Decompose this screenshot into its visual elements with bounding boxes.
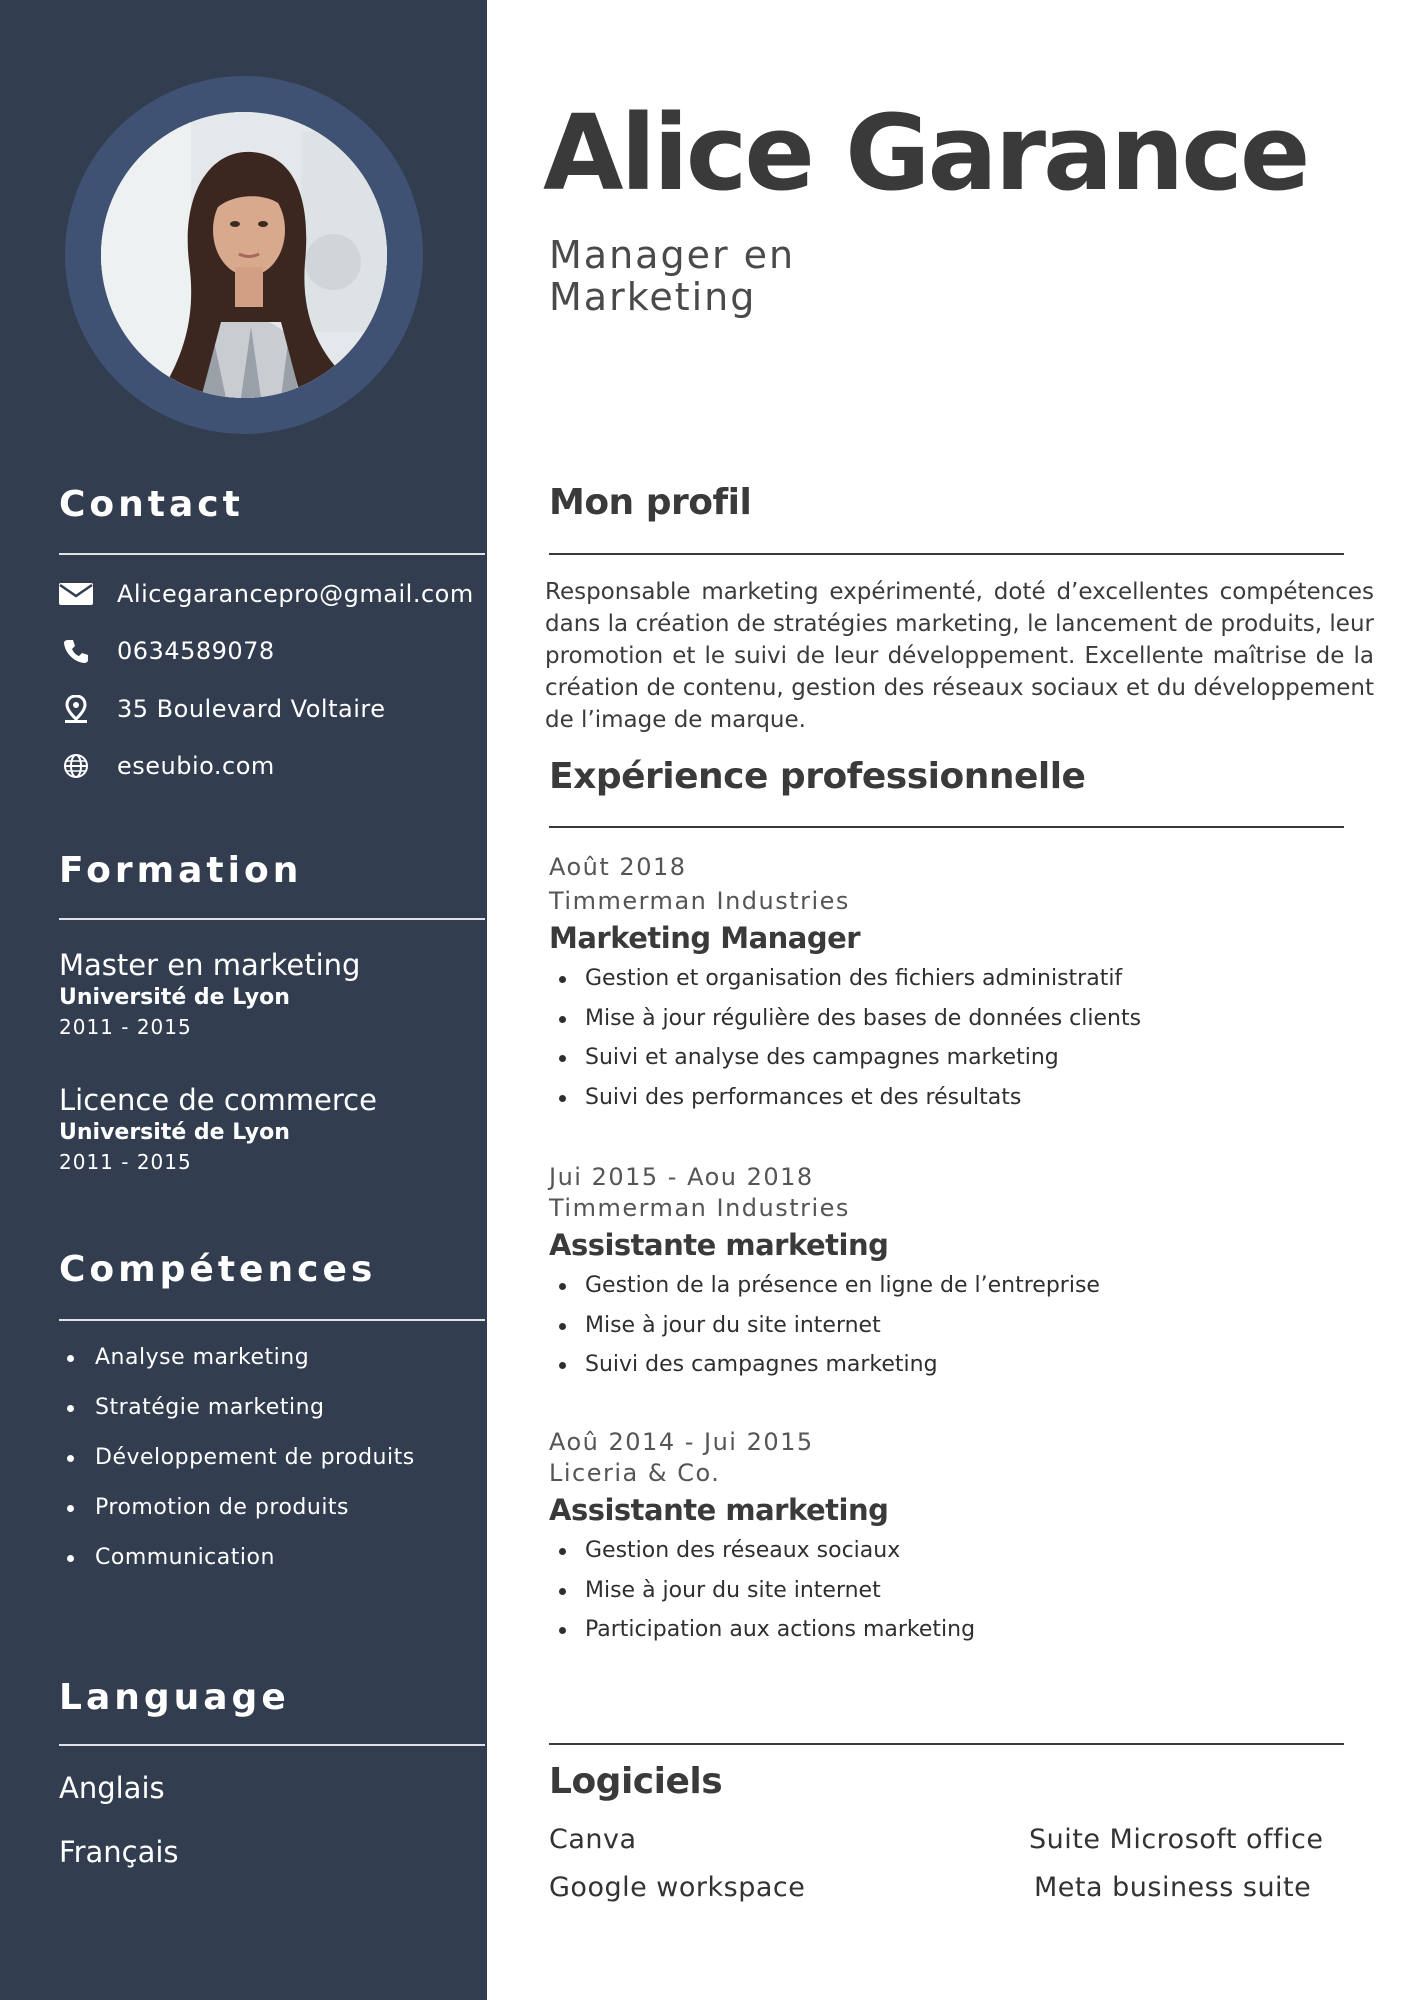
experience-task: Mise à jour régulière des bases de données clients xyxy=(549,1000,1349,1040)
skill-item: Communication xyxy=(59,1538,415,1588)
software-heading: Logiciels xyxy=(549,1761,723,1802)
contact-website-text: eseubio.com xyxy=(117,752,275,780)
experience-item xyxy=(549,1160,1349,1386)
education-heading: Formation xyxy=(59,850,303,891)
contact-heading: Contact xyxy=(59,484,244,525)
experience-task: Gestion et organisation des fichiers administratif xyxy=(549,960,1349,1000)
education-years: 2011 - 2015 xyxy=(59,1150,192,1174)
experience-company: Liceria & Co. xyxy=(549,1459,721,1487)
candidate-name: Alice Garance xyxy=(543,92,1308,214)
experience-task: Suivi et analyse des campagnes marketing xyxy=(549,1039,1349,1079)
education-school: Université de Lyon xyxy=(59,1120,290,1145)
education-school: Université de Lyon xyxy=(59,985,290,1010)
sidebar xyxy=(0,0,487,2000)
skills-divider xyxy=(59,1319,485,1321)
envelope-icon xyxy=(59,579,93,609)
contact-address[interactable] xyxy=(59,692,385,726)
experience-heading: Expérience professionnelle xyxy=(549,756,1086,797)
contact-email[interactable] xyxy=(59,577,474,611)
contact-email-text: Alicegarancepro@gmail.com xyxy=(117,580,474,608)
education-item xyxy=(59,1082,479,1176)
contact-address-text: 35 Boulevard Voltaire xyxy=(117,695,386,723)
contact-divider xyxy=(59,553,485,555)
software-item: Suite Microsoft office xyxy=(1029,1824,1324,1855)
software-divider xyxy=(549,1743,1344,1745)
experience-task: Mise à jour du site internet xyxy=(549,1307,1349,1347)
skill-item: Promotion de produits xyxy=(59,1488,415,1538)
skills-list xyxy=(59,1338,415,1588)
experience-company: Timmerman Industries xyxy=(549,1194,850,1222)
profile-heading: Mon profil xyxy=(549,482,752,523)
experience-tasks xyxy=(549,1267,1349,1386)
skill-item: Analyse marketing xyxy=(59,1338,415,1388)
location-pin-icon xyxy=(59,694,93,724)
experience-task: Suivi des performances et des résultats xyxy=(549,1079,1349,1119)
experience-date: Août 2018 xyxy=(549,853,687,881)
experience-date: Jui 2015 - Aou 2018 xyxy=(549,1163,814,1191)
profile-photo xyxy=(101,112,387,398)
skill-item: Développement de produits xyxy=(59,1438,415,1488)
language-item: Anglais xyxy=(59,1771,165,1805)
experience-tasks xyxy=(549,960,1349,1118)
experience-tasks xyxy=(549,1532,1349,1651)
skills-heading: Compétences xyxy=(59,1249,377,1290)
globe-icon xyxy=(59,751,93,781)
experience-task: Mise à jour du site internet xyxy=(549,1572,1349,1612)
education-degree: Licence de commerce xyxy=(59,1083,377,1117)
software-item: Meta business suite xyxy=(1034,1872,1312,1903)
experience-item xyxy=(549,1425,1349,1651)
experience-date: Aoû 2014 - Jui 2015 xyxy=(549,1428,814,1456)
profile-photo-ring xyxy=(65,76,423,434)
software-item: Google workspace xyxy=(549,1872,806,1903)
experience-task: Suivi des campagnes marketing xyxy=(549,1346,1349,1386)
contact-phone[interactable] xyxy=(59,634,275,668)
education-divider xyxy=(59,918,485,920)
languages-divider xyxy=(59,1744,485,1746)
profile-summary: Responsable marketing expérimenté, doté d’excellentes compétences dans la création de stratégies marketing, le lancement de produits, leur promotion et le suivi de leur développement. Excellente maîtrise de la création de contenu, gestion des réseaux sociaux et du développement de l’image de marque. xyxy=(545,579,1374,733)
experience-company: Timmerman Industries xyxy=(549,887,850,915)
experience-role: Assistante marketing xyxy=(549,1228,889,1262)
contact-phone-text: 0634589078 xyxy=(117,637,275,665)
experience-task: Gestion des réseaux sociaux xyxy=(549,1532,1349,1572)
education-item xyxy=(59,947,479,1041)
languages-heading: Language xyxy=(59,1677,290,1718)
experience-role: Marketing Manager xyxy=(549,921,861,955)
education-years: 2011 - 2015 xyxy=(59,1015,192,1039)
experience-divider xyxy=(549,826,1344,828)
experience-task: Gestion de la présence en ligne de l’entreprise xyxy=(549,1267,1349,1307)
skill-item: Stratégie marketing xyxy=(59,1388,415,1438)
software-item: Canva xyxy=(549,1824,637,1855)
portrait-illustration xyxy=(101,112,387,398)
experience-item xyxy=(549,850,1349,1118)
education-degree: Master en marketing xyxy=(59,948,361,982)
experience-task: Participation aux actions marketing xyxy=(549,1611,1349,1651)
experience-role: Assistante marketing xyxy=(549,1493,889,1527)
language-item: Français xyxy=(59,1835,179,1869)
contact-website[interactable] xyxy=(59,749,275,783)
phone-icon xyxy=(59,636,93,666)
profile-divider xyxy=(549,553,1344,555)
job-title: Manager en Marketing xyxy=(549,233,796,319)
